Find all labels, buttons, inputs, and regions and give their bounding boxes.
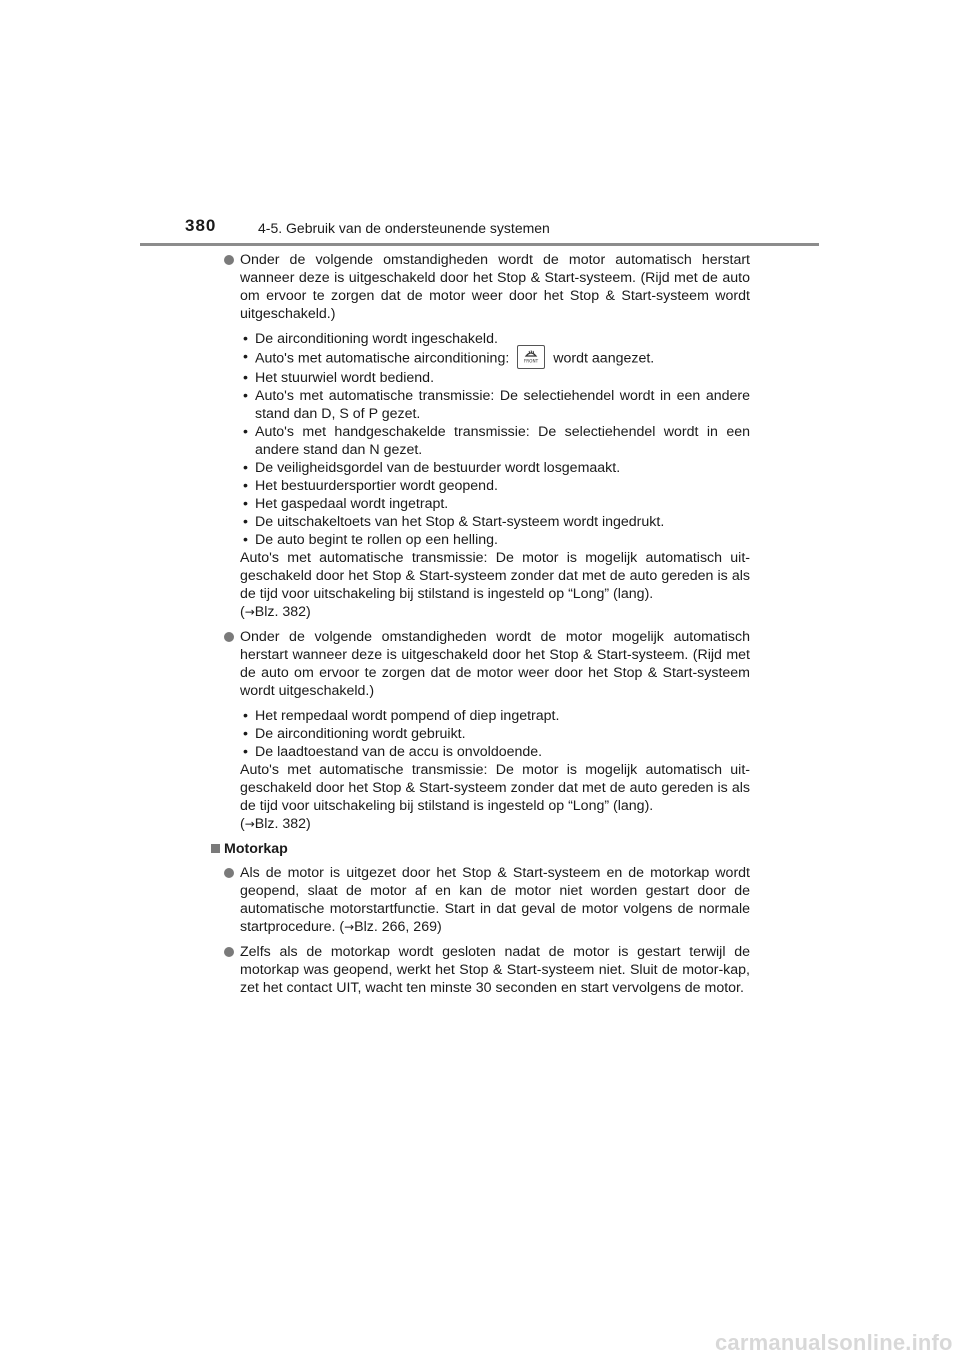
front-defroster-icon xyxy=(517,345,545,369)
paragraph-hood-opened: Als de motor is uitgezet door het Stop & Start-systeem en de motorkap wordt geopend, slaat de motor af en kan de motor niet worden gestart door de automatische motorstartfunctie. Start in dat geval de motor volgens de normale startprocedure. (→Blz. 266, 269) xyxy=(210,864,750,936)
restart-conditions-list xyxy=(240,330,750,549)
arrow-icon: → xyxy=(344,920,355,934)
circle-bullet-icon xyxy=(224,947,234,957)
list-item: • De airconditioning wordt ingeschakeld. xyxy=(243,331,498,347)
list-item: • De uitschakeltoets van het Stop & Start-systeem wordt ingedrukt. xyxy=(243,514,665,530)
page-header xyxy=(0,0,960,250)
paragraph-text: Onder de volgende omstandigheden wordt de motor automatisch herstart wanneer deze is uitgeschakeld door het Stop & Start-systeem. (Rijd met de auto om ervoor te zorgen dat de motor weer door het Stop & Start-systeem wordt uitgeschakeld.) xyxy=(240,252,750,322)
circle-bullet-icon xyxy=(224,632,234,642)
circle-bullet-icon xyxy=(224,255,234,265)
header-divider xyxy=(140,243,819,246)
arrow-icon: → xyxy=(244,605,255,619)
paragraph-possible-restart xyxy=(210,628,750,700)
list-item: • De veiligheidsgordel van de bestuurder wordt losgemaakt. xyxy=(243,460,621,476)
svg-text:FRONT: FRONT xyxy=(524,358,539,364)
list-item: • Het bestuurdersportier wordt geopend. xyxy=(243,478,498,494)
page-number: 380 xyxy=(185,216,217,235)
list-item: • Het gaspedaal wordt ingetrapt. xyxy=(243,496,449,512)
note-automatic-transmission: Auto's met automatische transmissie: De motor is mogelijk automatisch uit-geschakeld door het Stop & Start-systeem zonder dat met de auto gereden is als de tijd voor uitschakeling bij stilstand is ingesteld op “Long” (lang). (→Blz. 382) xyxy=(240,762,750,832)
paragraph-hood-closed: Zelfs als de motorkap wordt gesloten nadat de motor is gestart terwijl de motorkap was geopend, werkt het Stop & Start-systeem niet. Sluit de motor-kap, zet het contact UIT, wacht ten minste 30 seconden en start vervolgens de motor. xyxy=(210,943,750,997)
subheading-motorkap: Motorkap xyxy=(210,840,750,858)
page-reference-link[interactable]: Blz. 382) xyxy=(254,816,311,832)
arrow-icon: → xyxy=(244,817,255,831)
list-item: • Auto's met automatische transmissie: De selectiehendel wordt in een andere stand dan D, S of P gezet. xyxy=(243,388,750,422)
note-automatic-transmission: Auto's met automatische transmissie: De motor is mogelijk automatisch uit-geschakeld door het Stop & Start-systeem zonder dat met de auto gereden is als de tijd voor uitschakeling bij stilstand is ingesteld op “Long” (lang). (→Blz. 382) xyxy=(240,550,750,620)
possible-restart-list xyxy=(240,707,750,761)
watermark-logo: carmanualsonline.info xyxy=(715,1330,953,1355)
list-item: • De laadtoestand van de accu is onvoldoende. xyxy=(243,744,543,760)
list-item: • Het rempedaal wordt pompend of diep ingetrapt. xyxy=(243,708,560,724)
paragraph-text: Onder de volgende omstandigheden wordt de motor mogelijk automatisch herstart wanneer deze is uitgeschakeld door het Stop & Start-systeem. (Rijd met de auto om ervoor te zorgen dat de motor weer door het Stop & Start-systeem wordt uitgeschakeld.) xyxy=(240,629,750,699)
list-item: • Auto's met handgeschakelde transmissie: De selectiehendel wordt in een andere stand dan N gezet. xyxy=(243,424,750,458)
paragraph-auto-restart xyxy=(210,251,750,323)
page-reference-link[interactable]: Blz. 382) xyxy=(254,604,311,620)
circle-bullet-icon xyxy=(224,868,234,878)
section-title: 4-5. Gebruik van de ondersteunende systemen xyxy=(258,220,550,236)
list-item: • De auto begint te rollen op een helling. xyxy=(243,532,498,548)
list-item: • De airconditioning wordt gebruikt. xyxy=(243,726,466,742)
page-content xyxy=(210,251,750,1004)
square-bullet-icon xyxy=(211,844,220,853)
page-reference-link[interactable]: Blz. 266, 269) xyxy=(354,919,442,935)
list-item: • Het stuurwiel wordt bediend. xyxy=(243,370,435,386)
list-item: • Auto's met automatische airconditioning: FRONT wordt aangezet. xyxy=(240,348,750,369)
